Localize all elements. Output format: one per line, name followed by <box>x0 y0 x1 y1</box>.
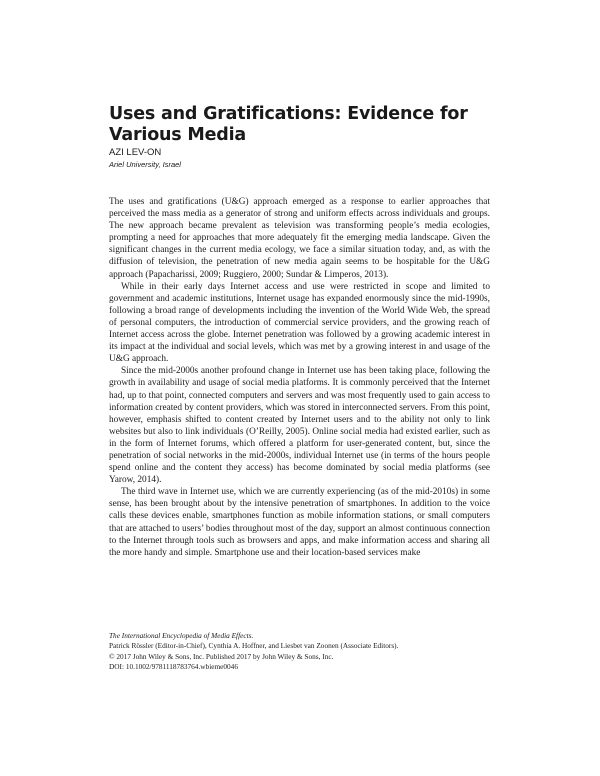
article-body <box>109 196 490 559</box>
author-affiliation: Ariel University, Israel <box>109 160 181 169</box>
paragraph-2: While in their early days Internet access and use were restricted in scope and limited to government and academic institutions, Internet usage has expanded enormously since the mid-1990s, following a broad range of developments including the invention of the World Wide Web, the spread of personal computers, the introduction of commercial service providers, and the growing reach of Internet access across the globe. Internet penetration was followed by a growing academic interest in its impact at the individual and social levels, which was met by a growing interest in and usage of the U&G approach. <box>109 281 490 365</box>
copyright-line: © 2017 John Wiley & Sons, Inc. Published 2017 by John Wiley & Sons, Inc. <box>109 651 334 661</box>
author-name: AZI LEV-ON <box>109 147 162 158</box>
paragraph-4: The third wave in Internet use, which we are currently experiencing (as of the mid-2010s) in some sense, has been brought about by the intensive penetration of smartphones. In addition to the voice calls these devices enable, smartphones function as mobile information stations, or small computers that are attached to users’ bodies throughout most of the day, support an almost continuous connection to the Internet through tools such as browsers and apps, and make information access and sharing all the more handy and simple. Smartphone use and their location-based services make <box>109 487 490 558</box>
journal-name: The International Encyclopedia of Media Effects. <box>109 631 254 640</box>
editors-line: Patrick Rössler (Editor-in-Chief), Cynthia A. Hoffner, and Liesbet van Zoonen (Associate Editors). <box>109 641 399 651</box>
citation-footer <box>109 631 490 673</box>
paragraph-3: Since the mid-2000s another profound change in Internet use has been taking place, following the growth in availability and usage of social media platforms. It is commonly perceived that the Internet had, up to that point, connected computers and servers and was most frequently used to gain access to information created by content providers, which was stored in interconnected servers. From this point, however, emphasis shifted to content created by Internet users and to the ability not only to link websites but also to link individuals (O’Reilly, 2005). Online social media had existed earlier, such as in the form of Internet forums, which offered a platform for user-generated content, but, since the penetration of social networks in the mid-2000s, individual Internet use (in terms of the hours people spend online and the content they access) has become dominated by social media platforms (see Yarow, 2014). <box>109 366 490 486</box>
article-title: Uses and Gratifications: Evidence for Various Media <box>109 104 468 145</box>
doi-line: DOI: 10.1002/9781118783764.wbieme0046 <box>109 662 238 672</box>
paragraph-1: The uses and gratifications (U&G) approach emerged as a response to earlier approaches that perceived the mass media as a generator of strong and uniform effects across individuals and groups. The new approach became prevalent as television was transforming people’s media ecologies, prompting a need for approaches that more adequately fit the emerging media landscape. Given the significant changes in the current media ecology, we face a similar situation today, and, as with the diffusion of television, the penetration of new media again seems to be hospitable for the U&G approach (Papacharissi, 2009; Ruggiero, 2000; Sundar & Limperos, 2013). <box>109 197 490 280</box>
